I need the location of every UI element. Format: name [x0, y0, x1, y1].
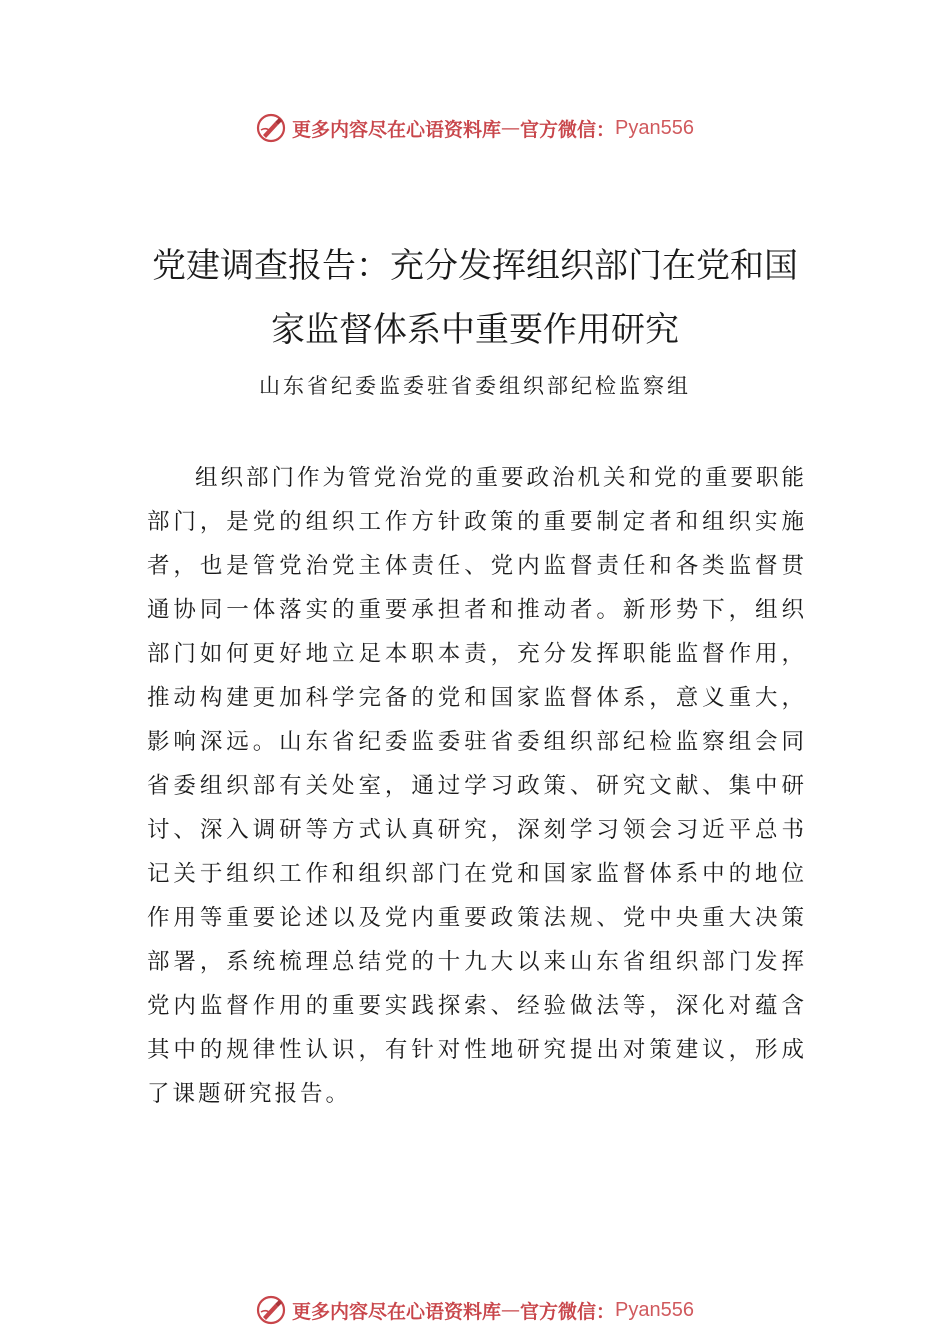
pen-logo-icon	[256, 1295, 286, 1325]
pen-logo-icon	[256, 113, 286, 143]
watermark-wechat-label: 官方微信：	[520, 118, 616, 141]
watermark-library-text: 更多内容尽在心语资料库	[292, 118, 502, 141]
watermark-dash: —	[501, 117, 521, 139]
footer-watermark	[0, 1290, 950, 1330]
watermark-wechat-label: 官方微信：	[520, 1300, 616, 1323]
watermark-dash: —	[501, 1299, 521, 1321]
document-author: 山东省纪委监委驻省委组织部纪检监察组	[259, 374, 691, 398]
watermark-wechat-id: Pyan556	[615, 1298, 694, 1321]
document-title: 党建调查报告：充分发挥组织部门在党和国家监督体系中重要作用研究	[152, 246, 798, 350]
header-watermark	[0, 108, 950, 148]
watermark-library-text: 更多内容尽在心语资料库	[292, 1300, 502, 1323]
body-paragraph: 组织部门作为管党治党的重要政治机关和党的重要职能部门，是党的组织工作方针政策的重要制定者和组织实施者，也是管党治党主体责任、党内监督责任和各类监督贯通协同一体落实的重要承担者和推动者。新形势下，组织部门如何更好地立足本职本责，充分发挥职能监督作用，推动构建更加科学完备的党和国家监督体系，意义重大，影响深远。山东省纪委监委驻省委组织部纪检监察组会同省委组织部有关处室，通过学习政策、研究文献、集中研讨、深入调研等方式认真研究，深刻学习领会习近平总书记关于组织工作和组织部门在党和国家监督体系中的地位作用等重要论述以及党内重要政策法规、党中央重大决策部署，系统梳理总结党的十九大以来山东省组织部门发挥党内监督作用的重要实践探索、经验做法等，深化对蕴含其中的规律性认识，有针对性地研究提出对策建议，形成了课题研究报告。	[147, 465, 808, 1107]
watermark-wechat-id: Pyan556	[615, 116, 694, 139]
